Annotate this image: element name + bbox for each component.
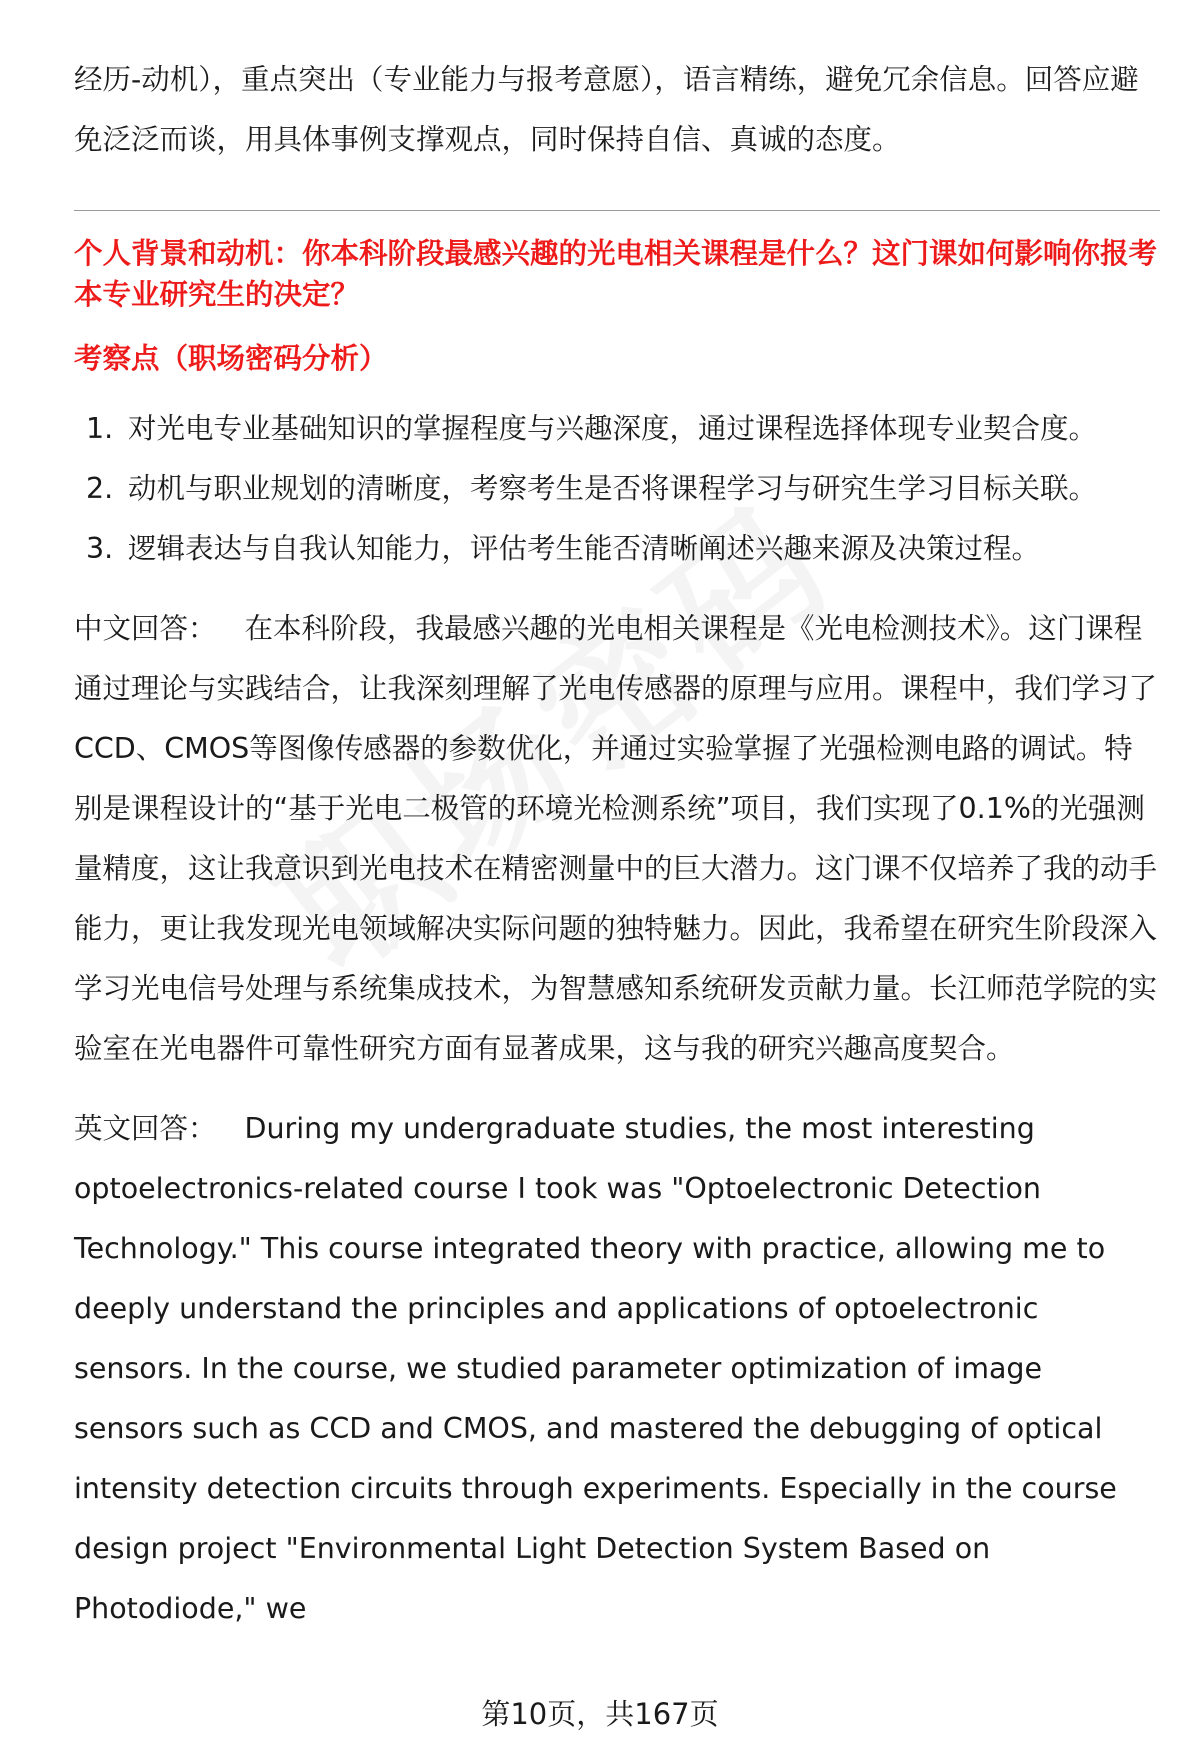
analysis-point — [74, 399, 1160, 459]
analysis-points-list — [74, 399, 1160, 579]
point-number: 1. — [86, 412, 114, 445]
chinese-answer-label: 中文回答： — [74, 612, 217, 645]
point-text: 逻辑表达与自我认知能力，评估考生能否清晰阐述兴趣来源及决策过程。 — [128, 532, 1041, 565]
english-answer-paragraph — [74, 1099, 1160, 1639]
english-answer-label: 英文回答： — [74, 1112, 217, 1145]
analysis-point — [74, 459, 1160, 519]
analysis-point — [74, 519, 1160, 579]
document-body — [74, 50, 1160, 1639]
analysis-heading: 考察点（职场密码分析） — [74, 342, 388, 375]
point-text: 动机与职业规划的清晰度，考察考生是否将课程学习与研究生学习目标关联。 — [128, 472, 1098, 505]
page-number-footer: 第10页，共167页 — [481, 1697, 719, 1731]
question-heading: 个人背景和动机：你本科阶段最感兴趣的光电相关课程是什么？这门课如何影响你报考本专业研究生的决定？ — [74, 237, 1158, 311]
point-text: 对光电专业基础知识的掌握程度与兴趣深度，通过课程选择体现专业契合度。 — [128, 412, 1098, 445]
intro-paragraph: 经历-动机），重点突出（专业能力与报考意愿），语言精练，避免冗余信息。回答应避免泛泛而谈，用具体事例支撑观点，同时保持自信、真诚的态度。 — [74, 63, 1139, 156]
section-divider — [74, 210, 1160, 211]
chinese-answer-text: 在本科阶段，我最感兴趣的光电相关课程是《光电检测技术》。这门课程通过理论与实践结合，让我深刻理解了光电传感器的原理与应用。课程中，我们学习了CCD、CMOS等图像传感器的参数优化，并通过实验掌握了光强检测电路的调试。特别是课程设计的“基于光电二极管的环境光检测系统”项目，我们实现了0.1%的光强测量精度，这让我意识到光电技术在精密测量中的巨大潜力。这门课不仅培养了我的动手能力，更让我发现光电领域解决实际问题的独特魅力。因此，我希望在研究生阶段深入学习光电信号处理与系统集成技术，为智慧感知系统研发贡献力量。长江师范学院的实验室在光电器件可靠性研究方面有显著成果，这与我的研究兴趣高度契合。 — [74, 612, 1158, 1065]
point-number: 2. — [86, 472, 114, 505]
point-number: 3. — [86, 532, 114, 565]
english-answer-text: During my undergraduate studies, the most interesting optoelectronics-related course I took was "Optoelectronic Detection Technology." This course integrated theory with practice, allowing me to deeply understand the principles and applications of optoelectronic sensors. In the course, we studied parameter optimization of image sensors such as CCD and CMOS, and mastered the debugging of optical intensity detection circuits through experiments. Especially in the course design project "Environmental Light Detection System Based on Photodiode," we — [74, 1112, 1117, 1625]
chinese-answer-paragraph — [74, 599, 1160, 1079]
